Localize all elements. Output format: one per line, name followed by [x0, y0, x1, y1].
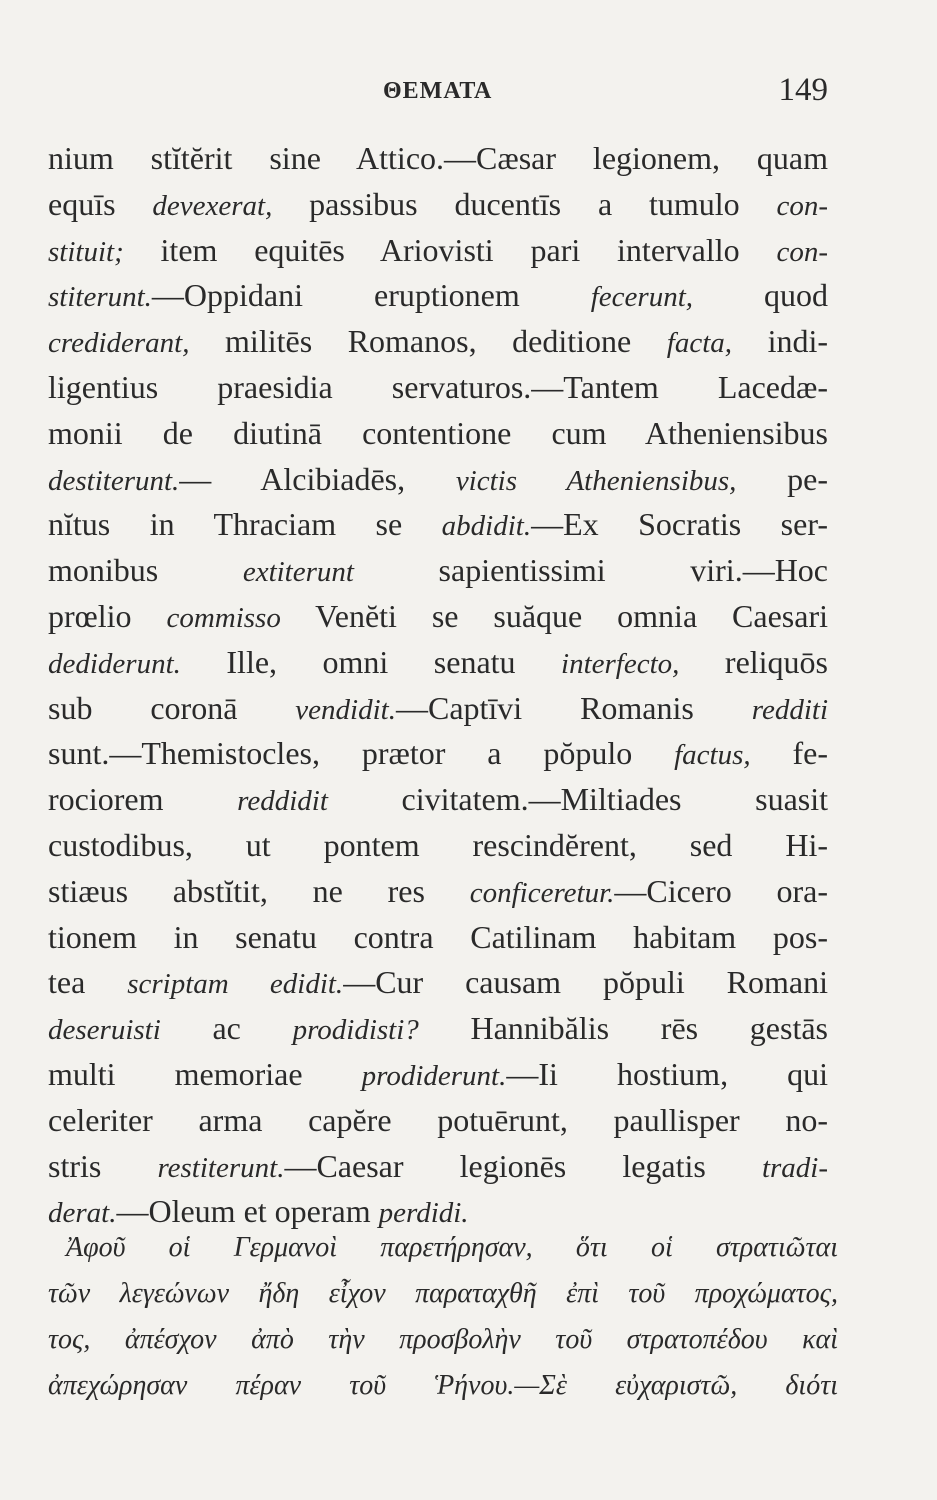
italic-verb: crediderant,	[48, 327, 190, 360]
italic-verb: prodiderunt.	[361, 1059, 507, 1092]
italic-verb: extiterunt	[242, 556, 354, 589]
text-segment: prœlio	[48, 597, 167, 634]
text-line	[48, 960, 828, 1006]
italic-verb: tradi-	[761, 1151, 829, 1184]
text-line	[48, 686, 828, 732]
page-header	[48, 70, 828, 114]
text-segment: stris	[48, 1147, 158, 1184]
text-segment: civitatem.—Miltiades suasit	[327, 781, 829, 818]
text-segment: —Oleum et operam	[116, 1193, 379, 1230]
text-segment: nium stĭtĕrit sine Attico.—Cæsar legionem, quam	[48, 140, 828, 176]
text-line	[48, 136, 828, 182]
text-segment: monibus	[48, 552, 243, 589]
italic-verb: victis Atheniensibus,	[455, 464, 737, 497]
text-segment: —Caesar legionēs legatis	[284, 1147, 762, 1184]
italic-verb: prodidisti?	[292, 1014, 419, 1047]
text-segment: —Cur causam pŏpuli Romani	[343, 964, 829, 1001]
text-segment: reliquōs	[679, 643, 829, 680]
text-segment: celeriter arma capĕre potuērunt, paullisper no-	[48, 1101, 828, 1138]
text-segment: rociorem	[48, 781, 238, 818]
text-line	[48, 594, 828, 640]
text-segment: ac	[160, 1010, 293, 1047]
text-line	[48, 182, 828, 228]
text-segment: sapientissimi viri.—Hoc	[353, 552, 829, 589]
text-line	[48, 1098, 828, 1144]
italic-verb: stiterunt.	[48, 281, 152, 314]
text-segment: Hannibălis rēs gestās	[418, 1010, 829, 1047]
text-line	[48, 1006, 828, 1052]
latin-exercise-text	[48, 136, 828, 1235]
italic-verb: con-	[776, 235, 828, 268]
text-line	[48, 823, 828, 869]
italic-verb: perdidi.	[378, 1197, 469, 1230]
text-segment: militēs Romanos, deditione	[189, 323, 667, 360]
text-line	[48, 1052, 828, 1098]
text-segment: sunt.—Themistocles, prætor a pŏpulo	[48, 735, 675, 772]
text-line	[48, 228, 828, 274]
text-segment: tea	[48, 964, 128, 1001]
italic-verb: facta,	[666, 327, 733, 360]
text-segment: —Cicero ora-	[614, 872, 828, 909]
text-line	[48, 273, 828, 319]
text-line	[48, 915, 828, 961]
greek-text-line: ἀπεχώρησαν πέραν τοῦ Ῥήνου.—Σὲ εὐχαριστῶ, διότι	[48, 1370, 838, 1401]
italic-verb: derat.	[48, 1197, 117, 1230]
text-line	[48, 548, 828, 594]
text-segment: multi memoriae	[48, 1055, 362, 1092]
text-segment: pe-	[736, 460, 828, 497]
greek-exercise-text	[48, 1225, 838, 1409]
italic-verb: stituit;	[48, 235, 124, 268]
text-line	[48, 319, 828, 365]
greek-text-line: τος, ἀπέσχον ἀπὸ τὴν προσβολὴν τοῦ στρατοπέδου καὶ	[48, 1324, 838, 1355]
text-line	[48, 731, 828, 777]
text-segment: Ille, omni senatu	[180, 643, 562, 680]
text-segment: tionem in senatu contra Catilinam habitam pos-	[48, 918, 828, 955]
text-segment: passibus ducentīs a tumulo	[272, 185, 777, 222]
text-segment: ligentius praesidia servaturos.—Tantem Lacedæ-	[48, 368, 828, 405]
text-line	[48, 1144, 828, 1190]
text-line	[48, 869, 828, 915]
text-segment: — Alcibiadēs,	[179, 460, 456, 497]
italic-verb: redditi	[751, 693, 829, 726]
italic-verb: scriptam edidit.	[127, 968, 344, 1001]
running-title: ΘΕΜΑΤΑ	[383, 78, 493, 104]
italic-verb: factus,	[674, 739, 751, 772]
italic-verb: reddidit	[237, 785, 328, 818]
italic-verb: dediderunt.	[48, 647, 181, 680]
text-segment: Venĕti se suăque omnia Caesari	[280, 597, 828, 634]
text-line	[48, 365, 828, 411]
text-segment: fe-	[750, 735, 829, 772]
text-segment: —Ii hostium, qui	[506, 1055, 829, 1092]
text-segment: sub coronā	[48, 689, 296, 726]
text-segment: —Oppidani eruptionem	[151, 277, 591, 314]
greek-text-line: Ἀφοῦ οἱ Γερμανοὶ παρετήρησαν, ὅτι οἱ στρατιῶται	[66, 1232, 838, 1263]
text-line	[48, 777, 828, 823]
text-segment: item equitēs Ariovisti pari intervallo	[123, 231, 777, 268]
italic-verb: abdidit.	[441, 510, 532, 543]
text-segment: custodibus, ut pontem rescindĕrent, sed Hi-	[48, 826, 828, 863]
italic-verb: restiterunt.	[157, 1151, 285, 1184]
text-line	[48, 502, 828, 548]
text-segment: equīs	[48, 185, 153, 222]
italic-verb: destiterunt.	[48, 464, 180, 497]
italic-verb: interfecto,	[561, 647, 680, 680]
text-segment: quod	[693, 277, 829, 314]
italic-verb: commisso	[166, 601, 281, 634]
text-line	[48, 640, 828, 686]
italic-verb: vendidit.	[295, 693, 396, 726]
text-segment: monii de diutinā contentione cum Atheniensibus	[48, 414, 828, 451]
text-segment: —Captīvi Romanis	[395, 689, 752, 726]
page-number: 149	[778, 72, 828, 108]
text-segment: indi-	[732, 323, 829, 360]
italic-verb: con-	[776, 189, 829, 222]
italic-verb: deseruisti	[48, 1014, 161, 1047]
greek-text-line: τῶν λεγεώνων ἤδη εἶχον παραταχθῆ ἐπὶ τοῦ προχώματος,	[48, 1278, 838, 1309]
text-segment: —Ex Socratis ser-	[531, 506, 828, 543]
italic-verb: fecerunt,	[590, 281, 694, 314]
text-line	[48, 457, 828, 503]
italic-verb: devexerat,	[152, 189, 273, 222]
italic-verb: conficeretur.	[469, 876, 615, 909]
text-segment: stiæus abstĭtit, ne res	[48, 872, 470, 909]
text-line	[48, 411, 828, 457]
text-segment: nĭtus in Thraciam se	[48, 506, 442, 543]
